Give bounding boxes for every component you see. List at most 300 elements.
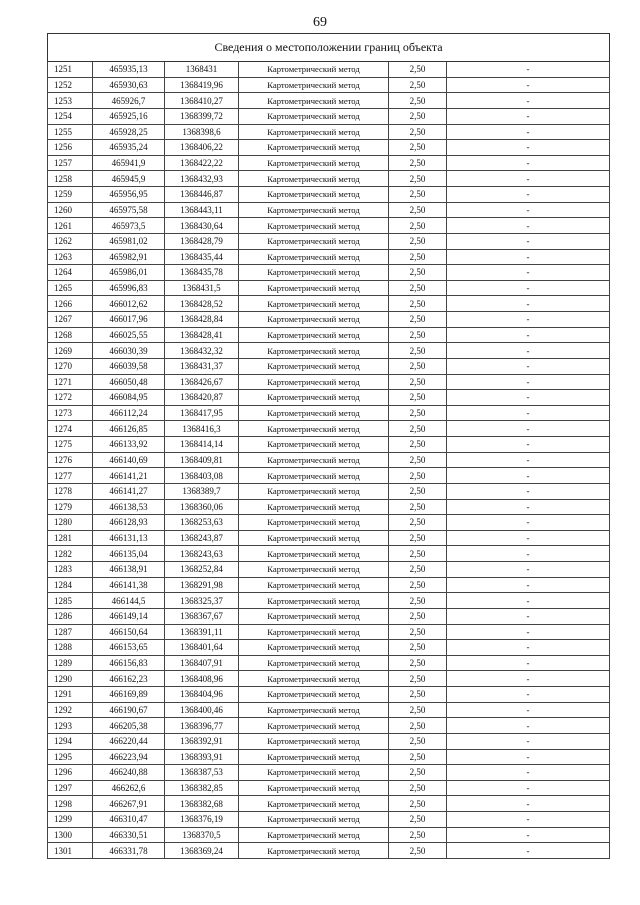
x-coordinate-cell: 465986,01 xyxy=(93,265,165,281)
method-cell: Картометрический метод xyxy=(239,312,389,328)
x-coordinate-cell: 466126,85 xyxy=(93,421,165,437)
table-row xyxy=(48,780,610,796)
accuracy-cell: 2,50 xyxy=(389,546,447,562)
method-cell: Картометрический метод xyxy=(239,265,389,281)
x-coordinate-cell: 465925,16 xyxy=(93,108,165,124)
accuracy-cell: 2,50 xyxy=(389,827,447,843)
y-coordinate-cell: 1368391,11 xyxy=(165,624,239,640)
table-row xyxy=(48,733,610,749)
point-number-cell: 1257 xyxy=(48,155,93,171)
point-number-cell: 1270 xyxy=(48,358,93,374)
x-coordinate-cell: 465935,13 xyxy=(93,62,165,78)
point-number-cell: 1281 xyxy=(48,530,93,546)
accuracy-cell: 2,50 xyxy=(389,421,447,437)
accuracy-cell: 2,50 xyxy=(389,577,447,593)
description-cell: - xyxy=(447,343,610,359)
x-coordinate-cell: 466133,92 xyxy=(93,437,165,453)
table-row xyxy=(48,421,610,437)
y-coordinate-cell: 1368428,41 xyxy=(165,327,239,343)
x-coordinate-cell: 466140,69 xyxy=(93,452,165,468)
description-cell: - xyxy=(447,171,610,187)
method-cell: Картометрический метод xyxy=(239,843,389,859)
accuracy-cell: 2,50 xyxy=(389,812,447,828)
table-row xyxy=(48,171,610,187)
table-row xyxy=(48,124,610,140)
accuracy-cell: 2,50 xyxy=(389,140,447,156)
description-cell: - xyxy=(447,390,610,406)
point-number-cell: 1295 xyxy=(48,749,93,765)
table-row xyxy=(48,140,610,156)
point-number-cell: 1260 xyxy=(48,202,93,218)
method-cell: Картометрический метод xyxy=(239,515,389,531)
y-coordinate-cell: 1368416,3 xyxy=(165,421,239,437)
description-cell: - xyxy=(447,718,610,734)
table-row xyxy=(48,608,610,624)
method-cell: Картометрический метод xyxy=(239,608,389,624)
point-number-cell: 1264 xyxy=(48,265,93,281)
y-coordinate-cell: 1368370,5 xyxy=(165,827,239,843)
table-row xyxy=(48,718,610,734)
y-coordinate-cell: 1368428,84 xyxy=(165,312,239,328)
x-coordinate-cell: 466025,55 xyxy=(93,327,165,343)
accuracy-cell: 2,50 xyxy=(389,124,447,140)
table-row xyxy=(48,62,610,78)
table-row xyxy=(48,843,610,859)
point-number-cell: 1259 xyxy=(48,187,93,203)
point-number-cell: 1265 xyxy=(48,280,93,296)
y-coordinate-cell: 1368414,14 xyxy=(165,437,239,453)
y-coordinate-cell: 1368291,98 xyxy=(165,577,239,593)
x-coordinate-cell: 466141,27 xyxy=(93,483,165,499)
description-cell: - xyxy=(447,624,610,640)
description-cell: - xyxy=(447,421,610,437)
y-coordinate-cell: 1368382,68 xyxy=(165,796,239,812)
description-cell: - xyxy=(447,62,610,78)
description-cell: - xyxy=(447,780,610,796)
accuracy-cell: 2,50 xyxy=(389,624,447,640)
point-number-cell: 1283 xyxy=(48,562,93,578)
x-coordinate-cell: 465928,25 xyxy=(93,124,165,140)
method-cell: Картометрический метод xyxy=(239,327,389,343)
y-coordinate-cell: 1368430,64 xyxy=(165,218,239,234)
description-cell: - xyxy=(447,187,610,203)
accuracy-cell: 2,50 xyxy=(389,843,447,859)
accuracy-cell: 2,50 xyxy=(389,202,447,218)
x-coordinate-cell: 465941,9 xyxy=(93,155,165,171)
method-cell: Картометрический метод xyxy=(239,421,389,437)
point-number-cell: 1287 xyxy=(48,624,93,640)
method-cell: Картометрический метод xyxy=(239,452,389,468)
point-number-cell: 1290 xyxy=(48,671,93,687)
table-row xyxy=(48,202,610,218)
x-coordinate-cell: 466141,21 xyxy=(93,468,165,484)
y-coordinate-cell: 1368428,79 xyxy=(165,233,239,249)
table-row xyxy=(48,280,610,296)
method-cell: Картометрический метод xyxy=(239,499,389,515)
description-cell: - xyxy=(447,93,610,109)
method-cell: Картометрический метод xyxy=(239,718,389,734)
description-cell: - xyxy=(447,437,610,453)
accuracy-cell: 2,50 xyxy=(389,296,447,312)
method-cell: Картометрический метод xyxy=(239,249,389,265)
description-cell: - xyxy=(447,483,610,499)
x-coordinate-cell: 465975,58 xyxy=(93,202,165,218)
table-row xyxy=(48,358,610,374)
x-coordinate-cell: 465981,02 xyxy=(93,233,165,249)
point-number-cell: 1282 xyxy=(48,546,93,562)
accuracy-cell: 2,50 xyxy=(389,374,447,390)
method-cell: Картометрический метод xyxy=(239,62,389,78)
method-cell: Картометрический метод xyxy=(239,171,389,187)
point-number-cell: 1271 xyxy=(48,374,93,390)
point-number-cell: 1284 xyxy=(48,577,93,593)
y-coordinate-cell: 1368406,22 xyxy=(165,140,239,156)
point-number-cell: 1274 xyxy=(48,421,93,437)
accuracy-cell: 2,50 xyxy=(389,562,447,578)
method-cell: Картометрический метод xyxy=(239,546,389,562)
accuracy-cell: 2,50 xyxy=(389,593,447,609)
y-coordinate-cell: 1368428,52 xyxy=(165,296,239,312)
accuracy-cell: 2,50 xyxy=(389,733,447,749)
table-row xyxy=(48,77,610,93)
accuracy-cell: 2,50 xyxy=(389,687,447,703)
method-cell: Картометрический метод xyxy=(239,796,389,812)
table-row xyxy=(48,249,610,265)
accuracy-cell: 2,50 xyxy=(389,608,447,624)
description-cell: - xyxy=(447,202,610,218)
x-coordinate-cell: 466138,91 xyxy=(93,562,165,578)
method-cell: Картометрический метод xyxy=(239,405,389,421)
y-coordinate-cell: 1368401,64 xyxy=(165,640,239,656)
y-coordinate-cell: 1368243,87 xyxy=(165,530,239,546)
x-coordinate-cell: 466030,39 xyxy=(93,343,165,359)
x-coordinate-cell: 466267,91 xyxy=(93,796,165,812)
description-cell: - xyxy=(447,827,610,843)
method-cell: Картометрический метод xyxy=(239,280,389,296)
description-cell: - xyxy=(447,687,610,703)
y-coordinate-cell: 1368443,11 xyxy=(165,202,239,218)
point-number-cell: 1300 xyxy=(48,827,93,843)
y-coordinate-cell: 1368382,85 xyxy=(165,780,239,796)
description-cell: - xyxy=(447,358,610,374)
accuracy-cell: 2,50 xyxy=(389,187,447,203)
point-number-cell: 1288 xyxy=(48,640,93,656)
accuracy-cell: 2,50 xyxy=(389,93,447,109)
method-cell: Картометрический метод xyxy=(239,202,389,218)
accuracy-cell: 2,50 xyxy=(389,62,447,78)
description-cell: - xyxy=(447,155,610,171)
description-cell: - xyxy=(447,530,610,546)
x-coordinate-cell: 465973,5 xyxy=(93,218,165,234)
accuracy-cell: 2,50 xyxy=(389,655,447,671)
accuracy-cell: 2,50 xyxy=(389,640,447,656)
description-cell: - xyxy=(447,265,610,281)
table-row xyxy=(48,499,610,515)
description-cell: - xyxy=(447,843,610,859)
table-row xyxy=(48,265,610,281)
description-cell: - xyxy=(447,562,610,578)
table-row xyxy=(48,312,610,328)
table-row xyxy=(48,437,610,453)
table-row xyxy=(48,233,610,249)
description-cell: - xyxy=(447,405,610,421)
y-coordinate-cell: 1368431,5 xyxy=(165,280,239,296)
point-number-cell: 1252 xyxy=(48,77,93,93)
description-cell: - xyxy=(447,671,610,687)
y-coordinate-cell: 1368408,96 xyxy=(165,671,239,687)
description-cell: - xyxy=(447,733,610,749)
description-cell: - xyxy=(447,233,610,249)
description-cell: - xyxy=(447,124,610,140)
accuracy-cell: 2,50 xyxy=(389,390,447,406)
description-cell: - xyxy=(447,77,610,93)
point-number-cell: 1301 xyxy=(48,843,93,859)
method-cell: Картометрический метод xyxy=(239,827,389,843)
x-coordinate-cell: 466153,65 xyxy=(93,640,165,656)
method-cell: Картометрический метод xyxy=(239,562,389,578)
description-cell: - xyxy=(447,296,610,312)
method-cell: Картометрический метод xyxy=(239,733,389,749)
description-cell: - xyxy=(447,374,610,390)
description-cell: - xyxy=(447,577,610,593)
point-number-cell: 1251 xyxy=(48,62,93,78)
table-row xyxy=(48,812,610,828)
y-coordinate-cell: 1368431 xyxy=(165,62,239,78)
x-coordinate-cell: 466162,23 xyxy=(93,671,165,687)
y-coordinate-cell: 1368432,93 xyxy=(165,171,239,187)
accuracy-cell: 2,50 xyxy=(389,702,447,718)
point-number-cell: 1269 xyxy=(48,343,93,359)
point-number-cell: 1276 xyxy=(48,452,93,468)
table-row xyxy=(48,640,610,656)
description-cell: - xyxy=(447,140,610,156)
x-coordinate-cell: 466190,67 xyxy=(93,702,165,718)
table-row xyxy=(48,702,610,718)
table-row xyxy=(48,108,610,124)
page-number: 69 xyxy=(313,15,327,30)
y-coordinate-cell: 1368393,91 xyxy=(165,749,239,765)
accuracy-cell: 2,50 xyxy=(389,749,447,765)
table-row xyxy=(48,530,610,546)
table-row xyxy=(48,468,610,484)
accuracy-cell: 2,50 xyxy=(389,77,447,93)
table-row xyxy=(48,405,610,421)
table-row xyxy=(48,671,610,687)
y-coordinate-cell: 1368325,37 xyxy=(165,593,239,609)
y-coordinate-cell: 1368435,44 xyxy=(165,249,239,265)
accuracy-cell: 2,50 xyxy=(389,468,447,484)
point-number-cell: 1278 xyxy=(48,483,93,499)
method-cell: Картометрический метод xyxy=(239,671,389,687)
description-cell: - xyxy=(447,546,610,562)
point-number-cell: 1296 xyxy=(48,765,93,781)
point-number-cell: 1261 xyxy=(48,218,93,234)
accuracy-cell: 2,50 xyxy=(389,327,447,343)
table-row xyxy=(48,515,610,531)
description-cell: - xyxy=(447,468,610,484)
table-row xyxy=(48,155,610,171)
y-coordinate-cell: 1368396,77 xyxy=(165,718,239,734)
accuracy-cell: 2,50 xyxy=(389,155,447,171)
description-cell: - xyxy=(447,452,610,468)
accuracy-cell: 2,50 xyxy=(389,483,447,499)
table-body xyxy=(48,62,610,859)
accuracy-cell: 2,50 xyxy=(389,437,447,453)
table-row xyxy=(48,765,610,781)
point-number-cell: 1266 xyxy=(48,296,93,312)
point-number-cell: 1298 xyxy=(48,796,93,812)
table-row xyxy=(48,562,610,578)
method-cell: Картометрический метод xyxy=(239,593,389,609)
point-number-cell: 1286 xyxy=(48,608,93,624)
y-coordinate-cell: 1368376,19 xyxy=(165,812,239,828)
method-cell: Картометрический метод xyxy=(239,749,389,765)
x-coordinate-cell: 466331,78 xyxy=(93,843,165,859)
y-coordinate-cell: 1368387,53 xyxy=(165,765,239,781)
point-number-cell: 1285 xyxy=(48,593,93,609)
description-cell: - xyxy=(447,765,610,781)
method-cell: Картометрический метод xyxy=(239,765,389,781)
y-coordinate-cell: 1368403,08 xyxy=(165,468,239,484)
method-cell: Картометрический метод xyxy=(239,155,389,171)
point-number-cell: 1280 xyxy=(48,515,93,531)
table-row xyxy=(48,546,610,562)
table-row xyxy=(48,374,610,390)
method-cell: Картометрический метод xyxy=(239,93,389,109)
x-coordinate-cell: 466039,58 xyxy=(93,358,165,374)
method-cell: Картометрический метод xyxy=(239,390,389,406)
method-cell: Картометрический метод xyxy=(239,108,389,124)
y-coordinate-cell: 1368389,7 xyxy=(165,483,239,499)
table-caption-row xyxy=(48,34,610,62)
x-coordinate-cell: 466262,6 xyxy=(93,780,165,796)
method-cell: Картометрический метод xyxy=(239,483,389,499)
table-row xyxy=(48,655,610,671)
point-number-cell: 1262 xyxy=(48,233,93,249)
x-coordinate-cell: 465956,95 xyxy=(93,187,165,203)
point-number-cell: 1267 xyxy=(48,312,93,328)
accuracy-cell: 2,50 xyxy=(389,249,447,265)
method-cell: Картометрический метод xyxy=(239,687,389,703)
point-number-cell: 1293 xyxy=(48,718,93,734)
point-number-cell: 1292 xyxy=(48,702,93,718)
accuracy-cell: 2,50 xyxy=(389,452,447,468)
x-coordinate-cell: 466205,38 xyxy=(93,718,165,734)
y-coordinate-cell: 1368404,96 xyxy=(165,687,239,703)
description-cell: - xyxy=(447,796,610,812)
point-number-cell: 1291 xyxy=(48,687,93,703)
x-coordinate-cell: 466144,5 xyxy=(93,593,165,609)
y-coordinate-cell: 1368426,67 xyxy=(165,374,239,390)
method-cell: Картометрический метод xyxy=(239,468,389,484)
point-number-cell: 1273 xyxy=(48,405,93,421)
x-coordinate-cell: 466240,88 xyxy=(93,765,165,781)
method-cell: Картометрический метод xyxy=(239,343,389,359)
accuracy-cell: 2,50 xyxy=(389,343,447,359)
method-cell: Картометрический метод xyxy=(239,140,389,156)
table-title: Сведения о местоположении границ объекта xyxy=(48,34,610,62)
method-cell: Картометрический метод xyxy=(239,577,389,593)
point-number-cell: 1289 xyxy=(48,655,93,671)
point-number-cell: 1263 xyxy=(48,249,93,265)
table-row xyxy=(48,327,610,343)
y-coordinate-cell: 1368431,37 xyxy=(165,358,239,374)
point-number-cell: 1297 xyxy=(48,780,93,796)
x-coordinate-cell: 465930,63 xyxy=(93,77,165,93)
accuracy-cell: 2,50 xyxy=(389,780,447,796)
method-cell: Картометрический метод xyxy=(239,358,389,374)
accuracy-cell: 2,50 xyxy=(389,171,447,187)
point-number-cell: 1277 xyxy=(48,468,93,484)
description-cell: - xyxy=(447,640,610,656)
description-cell: - xyxy=(447,218,610,234)
method-cell: Картометрический метод xyxy=(239,218,389,234)
description-cell: - xyxy=(447,108,610,124)
point-number-cell: 1272 xyxy=(48,390,93,406)
description-cell: - xyxy=(447,655,610,671)
table-row xyxy=(48,218,610,234)
method-cell: Картометрический метод xyxy=(239,655,389,671)
description-cell: - xyxy=(447,499,610,515)
y-coordinate-cell: 1368417,95 xyxy=(165,405,239,421)
description-cell: - xyxy=(447,593,610,609)
point-number-cell: 1258 xyxy=(48,171,93,187)
y-coordinate-cell: 1368253,63 xyxy=(165,515,239,531)
accuracy-cell: 2,50 xyxy=(389,312,447,328)
method-cell: Картометрический метод xyxy=(239,233,389,249)
method-cell: Картометрический метод xyxy=(239,640,389,656)
y-coordinate-cell: 1368360,06 xyxy=(165,499,239,515)
x-coordinate-cell: 466149,14 xyxy=(93,608,165,624)
x-coordinate-cell: 466138,53 xyxy=(93,499,165,515)
table-row xyxy=(48,593,610,609)
method-cell: Картометрический метод xyxy=(239,624,389,640)
method-cell: Картометрический метод xyxy=(239,77,389,93)
accuracy-cell: 2,50 xyxy=(389,499,447,515)
point-number-cell: 1255 xyxy=(48,124,93,140)
method-cell: Картометрический метод xyxy=(239,437,389,453)
method-cell: Картометрический метод xyxy=(239,530,389,546)
x-coordinate-cell: 466135,04 xyxy=(93,546,165,562)
method-cell: Картометрический метод xyxy=(239,187,389,203)
y-coordinate-cell: 1368398,6 xyxy=(165,124,239,140)
y-coordinate-cell: 1368399,72 xyxy=(165,108,239,124)
accuracy-cell: 2,50 xyxy=(389,515,447,531)
table-row xyxy=(48,796,610,812)
y-coordinate-cell: 1368367,67 xyxy=(165,608,239,624)
x-coordinate-cell: 465926,7 xyxy=(93,93,165,109)
description-cell: - xyxy=(447,312,610,328)
point-number-cell: 1299 xyxy=(48,812,93,828)
description-cell: - xyxy=(447,608,610,624)
x-coordinate-cell: 466050,48 xyxy=(93,374,165,390)
description-cell: - xyxy=(447,749,610,765)
x-coordinate-cell: 466169,89 xyxy=(93,687,165,703)
table-row xyxy=(48,624,610,640)
table-row xyxy=(48,187,610,203)
accuracy-cell: 2,50 xyxy=(389,218,447,234)
method-cell: Картометрический метод xyxy=(239,812,389,828)
y-coordinate-cell: 1368369,24 xyxy=(165,843,239,859)
point-number-cell: 1275 xyxy=(48,437,93,453)
x-coordinate-cell: 465945,9 xyxy=(93,171,165,187)
accuracy-cell: 2,50 xyxy=(389,796,447,812)
table-row xyxy=(48,296,610,312)
table-row xyxy=(48,452,610,468)
y-coordinate-cell: 1368400,46 xyxy=(165,702,239,718)
boundary-coordinates-table xyxy=(47,33,610,859)
y-coordinate-cell: 1368419,96 xyxy=(165,77,239,93)
